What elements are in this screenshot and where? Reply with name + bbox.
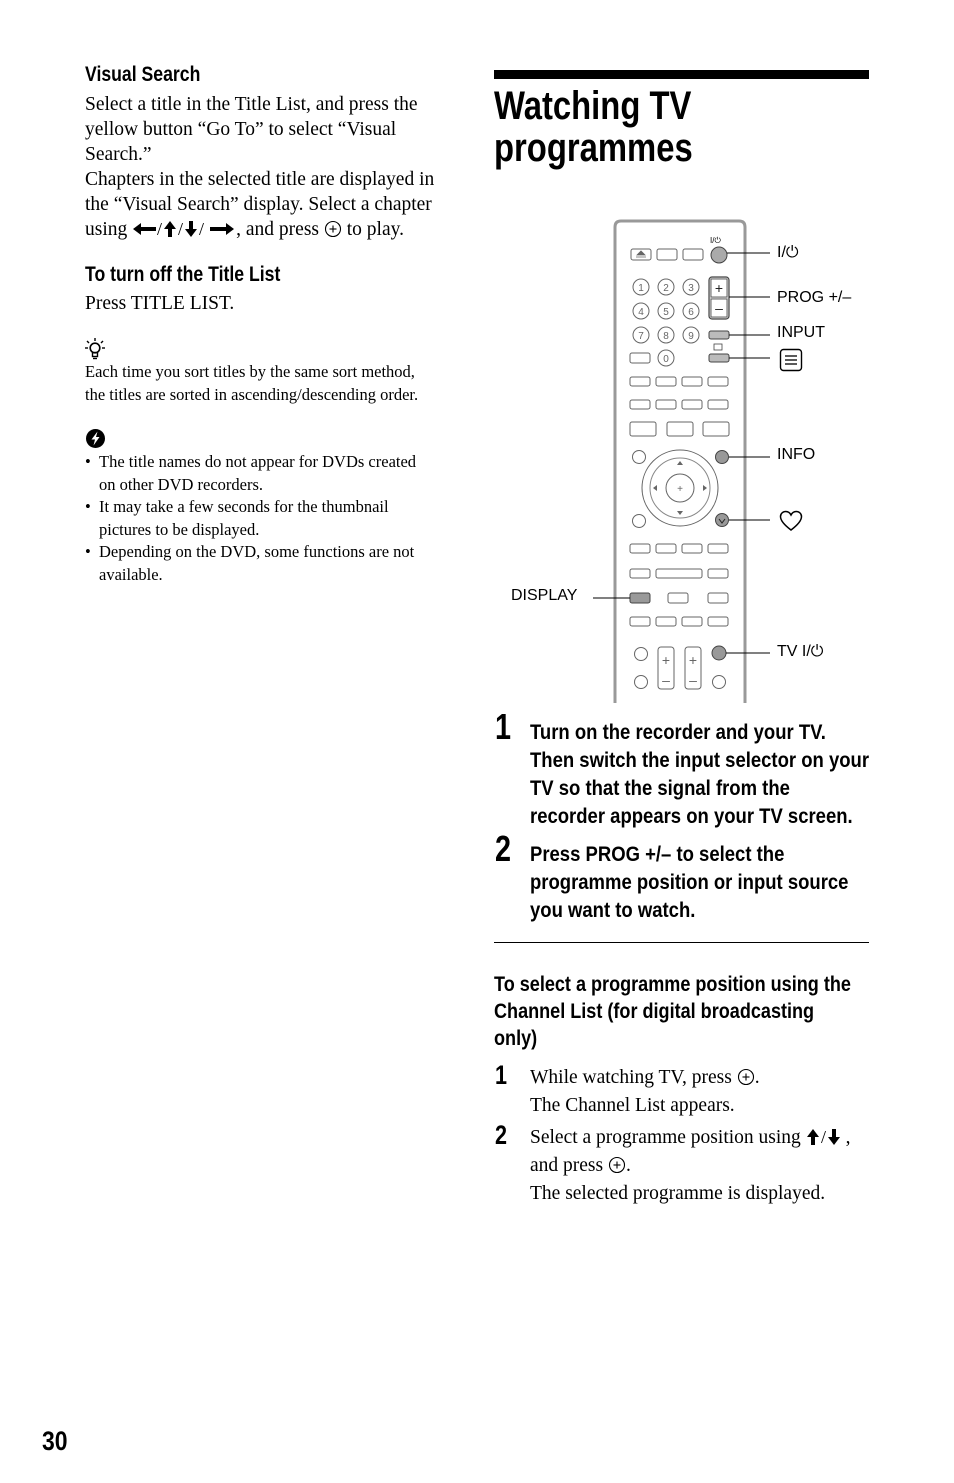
text-line: Turn on the recorder and your TV. (530, 720, 826, 744)
visual-search-text (85, 92, 465, 245)
svg-text:/: / (178, 220, 184, 238)
text-line: It may take a few seconds for the thumbnail (99, 497, 389, 516)
text-line: The title names do not appear for DVDs created (99, 452, 417, 471)
callout-info: INFO (777, 446, 816, 463)
text-fragment: to play. (341, 219, 404, 240)
arrow-up-down-icon (806, 1128, 846, 1153)
svg-text:/: / (820, 1128, 826, 1146)
enter-button-icon (737, 1068, 755, 1093)
step-text (530, 718, 869, 830)
svg-text:+: + (688, 652, 698, 668)
callout-input: INPUT (777, 324, 825, 341)
callout-prog: PROG +/– (777, 289, 852, 306)
list-item: • The title names do not appear for DVDs created on other DVD recorders. (85, 451, 465, 496)
svg-text:4: 4 (638, 307, 644, 318)
text-line: Chapters in the selected title are displayed in (85, 169, 435, 190)
svg-text:7: 7 (638, 331, 644, 342)
substep-number: 2 (495, 1120, 508, 1150)
enter-button-icon (608, 1156, 626, 1181)
svg-text:8: 8 (663, 331, 669, 342)
title-line: Watching TV (494, 84, 692, 128)
turn-off-text: Press TITLE LIST. (85, 293, 235, 314)
text-line: available. (99, 564, 163, 584)
svg-text:1: 1 (638, 283, 644, 294)
text-line: Depending on the DVD, some functions are not (99, 542, 415, 561)
svg-text:3: 3 (688, 283, 694, 294)
step-number: 2 (495, 828, 512, 869)
text-line: Then switch the input selector on your (530, 748, 870, 772)
list-item: • It may take a few seconds for the thumbnail pictures to be displayed. (85, 496, 465, 541)
text-line: Select a title in the Title List, and press the (85, 94, 418, 115)
svg-text:–: – (662, 672, 670, 688)
text-line: the “Visual Search” display. Select a chapter (85, 194, 432, 215)
section-divider (494, 942, 869, 943)
text-line: Each time you sort titles by the same sort method, (85, 362, 415, 381)
text-fragment: Select a programme position using (530, 1127, 806, 1148)
text-line: yellow button “Go To” to select “Visual (85, 119, 397, 140)
svg-text:+: + (661, 652, 671, 668)
text-fragment: , (845, 1127, 851, 1148)
text-line: Press PROG +/– to select the (530, 842, 785, 866)
svg-text:2: 2 (663, 283, 669, 294)
text-line: recorder appears on your TV screen. (530, 804, 853, 828)
substep-number: 1 (495, 1060, 508, 1090)
text-fragment: and press (530, 1155, 608, 1176)
list-item: • Depending on the DVD, some functions are not available. (85, 541, 465, 586)
turn-off-heading: To turn off the Title List (85, 263, 281, 286)
text-line: Search.” (85, 144, 152, 165)
enter-button-icon (324, 220, 342, 245)
page-title (494, 85, 693, 169)
substep-text (530, 1125, 851, 1206)
text-line: the titles are sorted in ascending/descending order. (85, 384, 419, 404)
text-fragment: using (85, 219, 133, 240)
text-line: Channel List (for digital broadcasting (494, 1000, 815, 1023)
channel-list-heading (494, 971, 851, 1052)
svg-text:+: + (714, 280, 724, 296)
svg-text:9: 9 (688, 331, 694, 342)
svg-text:6: 6 (688, 307, 694, 318)
svg-text:/: / (157, 220, 163, 238)
text-line: The selected programme is displayed. (530, 1183, 826, 1204)
substep-text (530, 1065, 760, 1118)
svg-text:/: / (199, 220, 205, 238)
svg-text:+: + (677, 484, 683, 495)
arrow-left-up-down-right-icon (132, 220, 236, 245)
list-icon (779, 348, 803, 377)
text-line (530, 1153, 851, 1181)
visual-search-heading: Visual Search (85, 63, 201, 86)
title-rule (494, 70, 869, 79)
text-line: pictures to be displayed. (99, 519, 260, 539)
step-text (530, 840, 848, 924)
text-line: on other DVD recorders. (99, 474, 264, 494)
text-fragment: . (754, 1067, 760, 1088)
text-line: only) (494, 1027, 538, 1050)
text-fragment: While watching TV, press (530, 1067, 737, 1088)
text-fragment: , and press (236, 219, 324, 240)
step-number: 1 (495, 706, 512, 747)
tip-text (85, 361, 418, 406)
text-line (85, 217, 465, 245)
text-line: programme position or input source (530, 870, 849, 894)
callout-display: DISPLAY (511, 587, 578, 604)
svg-text:–: – (689, 672, 697, 688)
callout-power: I/⏻ (777, 244, 799, 261)
svg-text:5: 5 (663, 307, 669, 318)
favorite-heart-icon (779, 510, 803, 537)
page-number: 30 (42, 1426, 68, 1456)
text-line: TV so that the signal from the (530, 776, 790, 800)
text-line: To select a programme position using the (494, 973, 851, 996)
text-fragment: . (625, 1155, 631, 1176)
svg-text:0: 0 (663, 354, 669, 365)
notes-list (85, 451, 465, 586)
text-line: The Channel List appears. (530, 1095, 735, 1116)
title-line: programmes (494, 126, 693, 170)
svg-text:I/⏻: I/⏻ (710, 236, 721, 245)
text-line (530, 1065, 760, 1093)
text-line: you want to watch. (530, 898, 696, 922)
svg-text:–: – (715, 300, 723, 316)
text-line (530, 1125, 851, 1153)
callout-tv-power: TV I/⏻ (777, 643, 824, 660)
